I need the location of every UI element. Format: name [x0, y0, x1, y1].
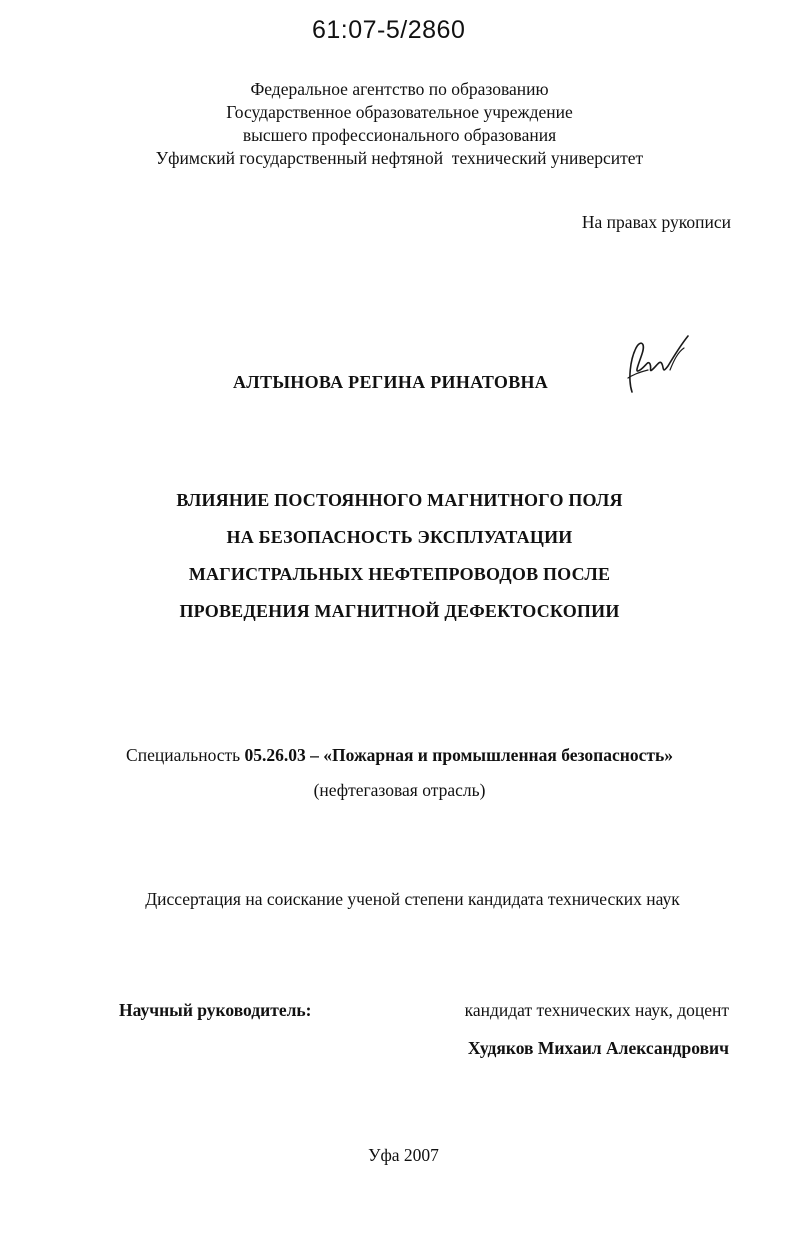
supervisor-label: Научный руководитель:	[119, 1000, 312, 1020]
specialty-dash: –	[305, 745, 324, 765]
supervisor-degree: кандидат технических наук, доцент	[464, 1000, 729, 1020]
signature-image	[618, 330, 698, 400]
title-line: НА БЕЗОПАСНОСТЬ ЭКСПЛУАТАЦИИ	[226, 527, 573, 547]
specialty-code: 05.26.03	[244, 745, 306, 765]
supervisor-name: Худяков Михаил Александрович	[467, 1038, 729, 1058]
specialty-branch: (нефтегазовая отрасль)	[313, 780, 486, 800]
catalog-code: 61:07-5/2860	[312, 16, 466, 44]
dissertation-degree-line: Диссертация на соискание ученой степени кандидата технических наук	[145, 889, 680, 909]
title-line: ПРОВЕДЕНИЯ МАГНИТНОЙ ДЕФЕКТОСКОПИИ	[179, 601, 620, 621]
specialty-line	[0, 745, 799, 766]
organization-line: высшего профессионального образования	[242, 125, 557, 145]
organization-block	[0, 78, 799, 170]
title-line: ВЛИЯНИЕ ПОСТОЯННОГО МАГНИТНОГО ПОЛЯ	[176, 490, 623, 510]
organization-line: Уфимский государственный нефтяной технический университет	[155, 148, 644, 168]
organization-line: Государственное образовательное учреждение	[226, 102, 573, 122]
author-name: АЛТЫНОВА РЕГИНА РИНАТОВНА	[233, 372, 549, 392]
specialty-prefix: Специальность	[126, 745, 245, 765]
dissertation-title	[0, 482, 799, 630]
rights-note: На правах рукописи	[581, 212, 731, 232]
city-year: Уфа 2007	[368, 1145, 439, 1165]
title-line: МАГИСТРАЛЬНЫХ НЕФТЕПРОВОДОВ ПОСЛЕ	[188, 564, 611, 584]
specialty-name: «Пожарная и промышленная безопасность»	[323, 745, 673, 765]
organization-line: Федеральное агентство по образованию	[250, 79, 549, 99]
